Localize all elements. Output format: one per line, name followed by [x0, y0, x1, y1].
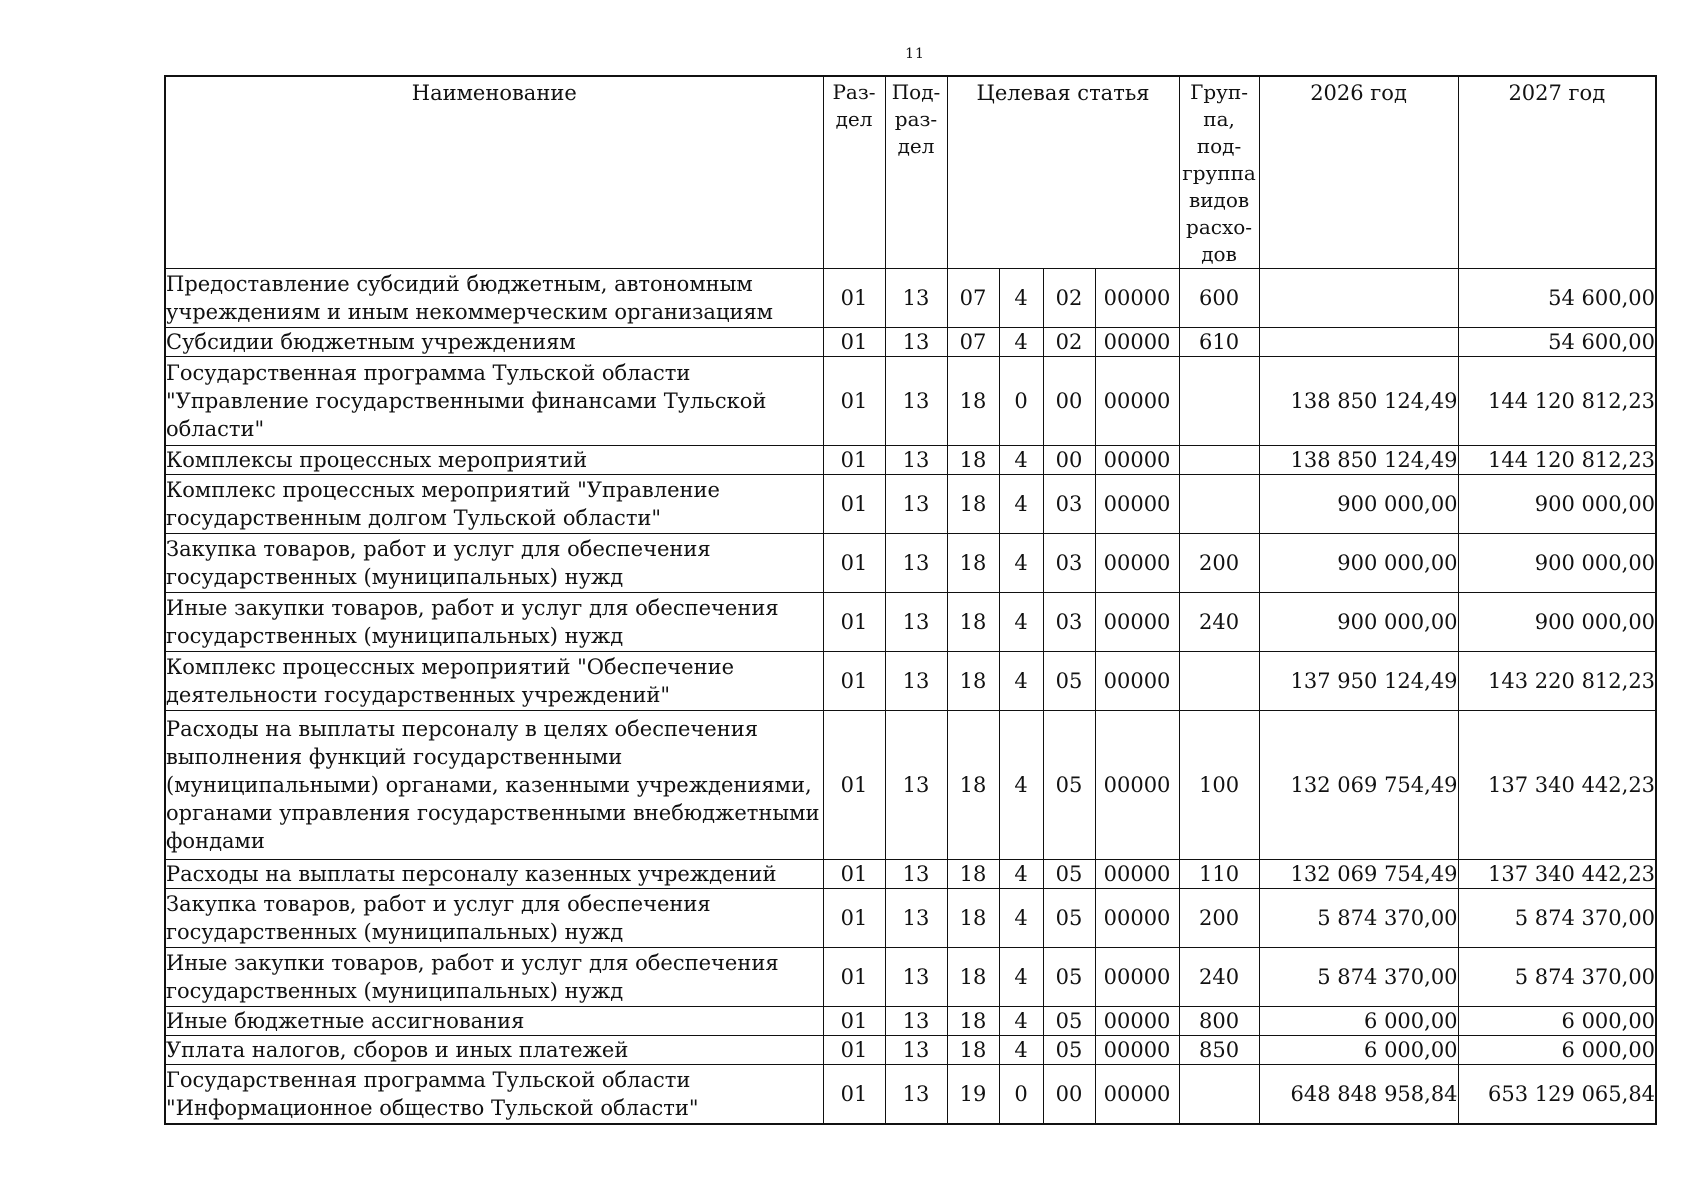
podrazdel-cell: 13 — [885, 357, 947, 446]
target-type-cell: 4 — [999, 446, 1043, 475]
target-direction-cell: 00000 — [1095, 860, 1179, 889]
target-direction-cell: 00000 — [1095, 711, 1179, 860]
amount-2027-cell: 6 000,00 — [1458, 1007, 1656, 1036]
row-name: Расходы на выплаты персоналу в целях обеспечения выполнения функций государственными (муниципальными) органами, казенными учреждениями, органами управления государственными внебюджетными фондами — [165, 711, 823, 860]
target-program-cell: 18 — [947, 860, 999, 889]
podrazdel-cell: 13 — [885, 1007, 947, 1036]
target-type-cell: 4 — [999, 328, 1043, 357]
table-row — [165, 475, 1656, 534]
podrazdel-cell: 13 — [885, 711, 947, 860]
target-program-cell: 18 — [947, 357, 999, 446]
razdel-cell: 01 — [823, 446, 885, 475]
table-header-row — [165, 76, 1656, 269]
amount-2027-cell: 6 000,00 — [1458, 1036, 1656, 1065]
podrazdel-cell: 13 — [885, 889, 947, 948]
amount-2027-cell: 900 000,00 — [1458, 475, 1656, 534]
table-row — [165, 948, 1656, 1007]
target-program-cell: 07 — [947, 328, 999, 357]
target-direction-cell: 00000 — [1095, 948, 1179, 1007]
target-subprogram-cell: 02 — [1043, 269, 1095, 328]
target-type-cell: 4 — [999, 889, 1043, 948]
target-subprogram-cell: 05 — [1043, 860, 1095, 889]
podrazdel-cell: 13 — [885, 860, 947, 889]
target-type-cell: 0 — [999, 1065, 1043, 1124]
target-subprogram-cell: 00 — [1043, 1065, 1095, 1124]
target-direction-cell: 00000 — [1095, 593, 1179, 652]
table-row — [165, 860, 1656, 889]
row-name: Закупка товаров, работ и услуг для обеспечения государственных (муниципальных) нужд — [165, 534, 823, 593]
expense-group-cell — [1179, 446, 1259, 475]
header-target-article: Целевая статья — [947, 76, 1179, 269]
expense-group-cell: 850 — [1179, 1036, 1259, 1065]
amount-2027-cell: 137 340 442,23 — [1458, 711, 1656, 860]
razdel-cell: 01 — [823, 269, 885, 328]
row-name: Государственная программа Тульской области "Управление государственными финансами Тульской области" — [165, 357, 823, 446]
target-subprogram-cell: 05 — [1043, 1007, 1095, 1036]
expense-group-cell: 110 — [1179, 860, 1259, 889]
row-name: Комплекс процессных мероприятий "Управление государственным долгом Тульской области" — [165, 475, 823, 534]
target-subprogram-cell: 05 — [1043, 652, 1095, 711]
target-direction-cell: 00000 — [1095, 475, 1179, 534]
target-subprogram-cell: 03 — [1043, 475, 1095, 534]
target-type-cell: 4 — [999, 1007, 1043, 1036]
podrazdel-cell: 13 — [885, 534, 947, 593]
expense-group-cell: 240 — [1179, 948, 1259, 1007]
target-subprogram-cell: 00 — [1043, 357, 1095, 446]
row-name: Иные бюджетные ассигнования — [165, 1007, 823, 1036]
target-subprogram-cell: 05 — [1043, 889, 1095, 948]
table-row — [165, 652, 1656, 711]
target-direction-cell: 00000 — [1095, 1065, 1179, 1124]
row-name: Комплексы процессных мероприятий — [165, 446, 823, 475]
target-program-cell: 18 — [947, 534, 999, 593]
amount-2027-cell: 653 129 065,84 — [1458, 1065, 1656, 1124]
table-row — [165, 1065, 1656, 1124]
target-program-cell: 19 — [947, 1065, 999, 1124]
podrazdel-cell: 13 — [885, 948, 947, 1007]
target-subprogram-cell: 02 — [1043, 328, 1095, 357]
row-name: Комплекс процессных мероприятий "Обеспечение деятельности государственных учреждений" — [165, 652, 823, 711]
row-name: Предоставление субсидий бюджетным, автономным учреждениям и иным некоммерческим организациям — [165, 269, 823, 328]
target-type-cell: 4 — [999, 652, 1043, 711]
amount-2026-cell: 900 000,00 — [1259, 534, 1458, 593]
row-name: Расходы на выплаты персоналу казенных учреждений — [165, 860, 823, 889]
target-type-cell: 4 — [999, 1036, 1043, 1065]
expense-group-cell: 100 — [1179, 711, 1259, 860]
podrazdel-cell: 13 — [885, 1036, 947, 1065]
amount-2026-cell: 132 069 754,49 — [1259, 860, 1458, 889]
razdel-cell: 01 — [823, 1036, 885, 1065]
expense-group-cell: 240 — [1179, 593, 1259, 652]
target-type-cell: 4 — [999, 860, 1043, 889]
razdel-cell: 01 — [823, 948, 885, 1007]
target-program-cell: 18 — [947, 652, 999, 711]
header-podrazdel: Под- раз- дел — [885, 76, 947, 269]
target-program-cell: 18 — [947, 711, 999, 860]
table-row — [165, 1036, 1656, 1065]
target-direction-cell: 00000 — [1095, 534, 1179, 593]
razdel-cell: 01 — [823, 1007, 885, 1036]
target-type-cell: 4 — [999, 711, 1043, 860]
target-program-cell: 07 — [947, 269, 999, 328]
target-direction-cell: 00000 — [1095, 652, 1179, 711]
expense-group-cell: 610 — [1179, 328, 1259, 357]
podrazdel-cell: 13 — [885, 328, 947, 357]
razdel-cell: 01 — [823, 593, 885, 652]
budget-table — [164, 75, 1657, 1125]
header-year-2027: 2027 год — [1458, 76, 1656, 269]
target-program-cell: 18 — [947, 593, 999, 652]
podrazdel-cell: 13 — [885, 475, 947, 534]
row-name: Закупка товаров, работ и услуг для обеспечения государственных (муниципальных) нужд — [165, 889, 823, 948]
target-subprogram-cell: 05 — [1043, 948, 1095, 1007]
razdel-cell: 01 — [823, 475, 885, 534]
target-type-cell: 4 — [999, 534, 1043, 593]
amount-2026-cell: 132 069 754,49 — [1259, 711, 1458, 860]
amount-2027-cell: 54 600,00 — [1458, 269, 1656, 328]
table-row — [165, 269, 1656, 328]
expense-group-cell: 600 — [1179, 269, 1259, 328]
table-row — [165, 446, 1656, 475]
expense-group-cell — [1179, 1065, 1259, 1124]
podrazdel-cell: 13 — [885, 593, 947, 652]
table-row — [165, 593, 1656, 652]
amount-2026-cell: 138 850 124,49 — [1259, 357, 1458, 446]
target-subprogram-cell: 00 — [1043, 446, 1095, 475]
podrazdel-cell: 13 — [885, 1065, 947, 1124]
target-program-cell: 18 — [947, 1007, 999, 1036]
razdel-cell: 01 — [823, 860, 885, 889]
razdel-cell: 01 — [823, 534, 885, 593]
page-number: 11 — [905, 46, 925, 62]
target-subprogram-cell: 03 — [1043, 593, 1095, 652]
amount-2027-cell: 5 874 370,00 — [1458, 948, 1656, 1007]
table-row — [165, 1007, 1656, 1036]
target-type-cell: 4 — [999, 593, 1043, 652]
amount-2027-cell: 144 120 812,23 — [1458, 357, 1656, 446]
target-program-cell: 18 — [947, 475, 999, 534]
table-row — [165, 889, 1656, 948]
amount-2027-cell: 900 000,00 — [1458, 593, 1656, 652]
razdel-cell: 01 — [823, 1065, 885, 1124]
target-program-cell: 18 — [947, 1036, 999, 1065]
target-direction-cell: 00000 — [1095, 446, 1179, 475]
header-expense-group: Груп- па, под- группа видов расхо- дов — [1179, 76, 1259, 269]
row-name: Государственная программа Тульской области "Информационное общество Тульской области" — [165, 1065, 823, 1124]
razdel-cell: 01 — [823, 711, 885, 860]
target-direction-cell: 00000 — [1095, 269, 1179, 328]
table-row — [165, 328, 1656, 357]
row-name: Иные закупки товаров, работ и услуг для обеспечения государственных (муниципальных) нужд — [165, 593, 823, 652]
header-name: Наименование — [165, 76, 823, 269]
amount-2026-cell: 138 850 124,49 — [1259, 446, 1458, 475]
expense-group-cell: 200 — [1179, 534, 1259, 593]
razdel-cell: 01 — [823, 652, 885, 711]
target-type-cell: 4 — [999, 948, 1043, 1007]
amount-2026-cell — [1259, 328, 1458, 357]
target-subprogram-cell: 05 — [1043, 1036, 1095, 1065]
amount-2026-cell: 137 950 124,49 — [1259, 652, 1458, 711]
table-row — [165, 357, 1656, 446]
amount-2027-cell: 144 120 812,23 — [1458, 446, 1656, 475]
amount-2027-cell: 5 874 370,00 — [1458, 889, 1656, 948]
podrazdel-cell: 13 — [885, 652, 947, 711]
podrazdel-cell: 13 — [885, 269, 947, 328]
target-program-cell: 18 — [947, 446, 999, 475]
amount-2027-cell: 900 000,00 — [1458, 534, 1656, 593]
target-direction-cell: 00000 — [1095, 328, 1179, 357]
expense-group-cell: 200 — [1179, 889, 1259, 948]
expense-group-cell — [1179, 357, 1259, 446]
header-year-2026: 2026 год — [1259, 76, 1458, 269]
target-type-cell: 4 — [999, 475, 1043, 534]
amount-2026-cell: 5 874 370,00 — [1259, 948, 1458, 1007]
amount-2027-cell: 143 220 812,23 — [1458, 652, 1656, 711]
target-direction-cell: 00000 — [1095, 1007, 1179, 1036]
target-type-cell: 0 — [999, 357, 1043, 446]
podrazdel-cell: 13 — [885, 446, 947, 475]
header-razdel: Раз- дел — [823, 76, 885, 269]
target-program-cell: 18 — [947, 948, 999, 1007]
target-direction-cell: 00000 — [1095, 357, 1179, 446]
expense-group-cell: 800 — [1179, 1007, 1259, 1036]
amount-2026-cell: 5 874 370,00 — [1259, 889, 1458, 948]
row-name: Субсидии бюджетным учреждениям — [165, 328, 823, 357]
table-row — [165, 711, 1656, 860]
target-subprogram-cell: 05 — [1043, 711, 1095, 860]
razdel-cell: 01 — [823, 357, 885, 446]
target-subprogram-cell: 03 — [1043, 534, 1095, 593]
row-name: Уплата налогов, сборов и иных платежей — [165, 1036, 823, 1065]
target-direction-cell: 00000 — [1095, 1036, 1179, 1065]
amount-2027-cell: 137 340 442,23 — [1458, 860, 1656, 889]
row-name: Иные закупки товаров, работ и услуг для обеспечения государственных (муниципальных) нужд — [165, 948, 823, 1007]
amount-2027-cell: 54 600,00 — [1458, 328, 1656, 357]
table-body — [165, 269, 1656, 1124]
amount-2026-cell: 6 000,00 — [1259, 1007, 1458, 1036]
razdel-cell: 01 — [823, 889, 885, 948]
target-type-cell: 4 — [999, 269, 1043, 328]
amount-2026-cell: 900 000,00 — [1259, 593, 1458, 652]
amount-2026-cell — [1259, 269, 1458, 328]
amount-2026-cell: 648 848 958,84 — [1259, 1065, 1458, 1124]
razdel-cell: 01 — [823, 328, 885, 357]
table-row — [165, 534, 1656, 593]
amount-2026-cell: 900 000,00 — [1259, 475, 1458, 534]
target-program-cell: 18 — [947, 889, 999, 948]
amount-2026-cell: 6 000,00 — [1259, 1036, 1458, 1065]
target-direction-cell: 00000 — [1095, 889, 1179, 948]
expense-group-cell — [1179, 652, 1259, 711]
expense-group-cell — [1179, 475, 1259, 534]
